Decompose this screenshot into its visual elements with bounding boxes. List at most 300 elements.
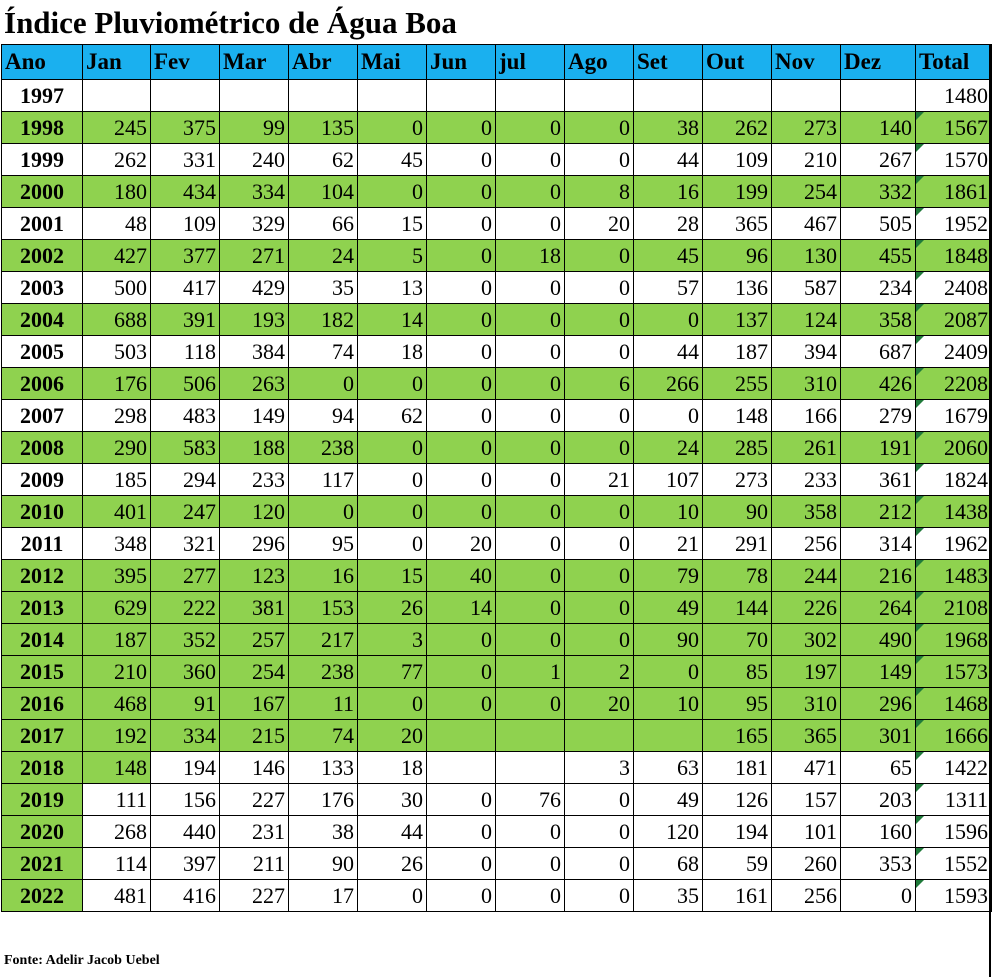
value-cell: 0 bbox=[496, 496, 565, 528]
year-cell: 2003 bbox=[2, 272, 83, 304]
value-cell: 26 bbox=[358, 848, 427, 880]
value-cell: 255 bbox=[703, 368, 772, 400]
value-cell: 20 bbox=[427, 528, 496, 560]
value-cell: 187 bbox=[703, 336, 772, 368]
value-cell bbox=[220, 80, 289, 112]
value-cell: 0 bbox=[496, 848, 565, 880]
value-cell: 13 bbox=[358, 272, 427, 304]
value-cell: 277 bbox=[151, 560, 220, 592]
column-header-mai: Mai bbox=[358, 45, 427, 80]
value-cell: 160 bbox=[841, 816, 916, 848]
value-cell: 0 bbox=[496, 144, 565, 176]
value-cell: 0 bbox=[565, 304, 634, 336]
value-cell: 0 bbox=[358, 176, 427, 208]
value-cell: 500 bbox=[83, 272, 151, 304]
value-cell: 57 bbox=[634, 272, 703, 304]
value-cell: 24 bbox=[289, 240, 358, 272]
value-cell: 468 bbox=[83, 688, 151, 720]
value-cell: 245 bbox=[83, 112, 151, 144]
value-cell bbox=[427, 80, 496, 112]
value-cell: 180 bbox=[83, 176, 151, 208]
value-cell: 285 bbox=[703, 432, 772, 464]
value-cell: 2408 bbox=[916, 272, 992, 304]
value-cell: 247 bbox=[151, 496, 220, 528]
value-cell: 334 bbox=[151, 720, 220, 752]
year-cell: 2011 bbox=[2, 528, 83, 560]
value-cell: 0 bbox=[427, 880, 496, 912]
value-cell: 1861 bbox=[916, 176, 992, 208]
value-cell: 0 bbox=[565, 592, 634, 624]
value-cell: 165 bbox=[703, 720, 772, 752]
value-cell: 434 bbox=[151, 176, 220, 208]
year-cell: 2010 bbox=[2, 496, 83, 528]
year-cell: 2013 bbox=[2, 592, 83, 624]
table-row bbox=[2, 400, 992, 432]
value-cell: 0 bbox=[427, 304, 496, 336]
value-cell: 14 bbox=[427, 592, 496, 624]
value-cell: 298 bbox=[83, 400, 151, 432]
value-cell: 65 bbox=[841, 752, 916, 784]
column-header-nov: Nov bbox=[772, 45, 841, 80]
value-cell: 268 bbox=[83, 816, 151, 848]
value-cell: 0 bbox=[565, 112, 634, 144]
value-cell: 16 bbox=[289, 560, 358, 592]
value-cell: 266 bbox=[634, 368, 703, 400]
value-cell: 74 bbox=[289, 336, 358, 368]
value-cell: 0 bbox=[565, 816, 634, 848]
value-cell bbox=[151, 80, 220, 112]
value-cell: 10 bbox=[634, 688, 703, 720]
value-cell: 59 bbox=[703, 848, 772, 880]
value-cell: 77 bbox=[358, 656, 427, 688]
table-header-row bbox=[2, 45, 992, 80]
value-cell: 0 bbox=[358, 880, 427, 912]
value-cell: 2108 bbox=[916, 592, 992, 624]
table-row bbox=[2, 208, 992, 240]
value-cell: 481 bbox=[83, 880, 151, 912]
value-cell: 0 bbox=[427, 144, 496, 176]
value-cell: 148 bbox=[703, 400, 772, 432]
value-cell: 74 bbox=[289, 720, 358, 752]
value-cell: 2 bbox=[565, 656, 634, 688]
year-cell: 2022 bbox=[2, 880, 83, 912]
table-row bbox=[2, 368, 992, 400]
value-cell: 0 bbox=[496, 816, 565, 848]
value-cell: 506 bbox=[151, 368, 220, 400]
value-cell: 149 bbox=[841, 656, 916, 688]
value-cell: 0 bbox=[565, 784, 634, 816]
table-row bbox=[2, 304, 992, 336]
value-cell: 95 bbox=[289, 528, 358, 560]
value-cell: 66 bbox=[289, 208, 358, 240]
value-cell: 20 bbox=[565, 208, 634, 240]
value-cell: 210 bbox=[772, 144, 841, 176]
value-cell: 0 bbox=[358, 496, 427, 528]
value-cell: 35 bbox=[634, 880, 703, 912]
value-cell: 16 bbox=[634, 176, 703, 208]
year-cell: 1998 bbox=[2, 112, 83, 144]
value-cell: 296 bbox=[841, 688, 916, 720]
value-cell: 302 bbox=[772, 624, 841, 656]
value-cell: 629 bbox=[83, 592, 151, 624]
value-cell: 455 bbox=[841, 240, 916, 272]
value-cell: 0 bbox=[565, 432, 634, 464]
value-cell: 1483 bbox=[916, 560, 992, 592]
value-cell bbox=[841, 80, 916, 112]
value-cell: 104 bbox=[289, 176, 358, 208]
value-cell: 263 bbox=[220, 368, 289, 400]
value-cell: 144 bbox=[703, 592, 772, 624]
value-cell: 1596 bbox=[916, 816, 992, 848]
year-cell: 2019 bbox=[2, 784, 83, 816]
value-cell: 79 bbox=[634, 560, 703, 592]
value-cell: 191 bbox=[841, 432, 916, 464]
value-cell: 85 bbox=[703, 656, 772, 688]
value-cell: 1468 bbox=[916, 688, 992, 720]
value-cell: 94 bbox=[289, 400, 358, 432]
value-cell: 0 bbox=[565, 144, 634, 176]
year-cell: 2017 bbox=[2, 720, 83, 752]
value-cell: 0 bbox=[496, 336, 565, 368]
value-cell: 0 bbox=[496, 688, 565, 720]
value-cell: 0 bbox=[496, 624, 565, 656]
value-cell: 505 bbox=[841, 208, 916, 240]
value-cell: 20 bbox=[358, 720, 427, 752]
year-cell: 2018 bbox=[2, 752, 83, 784]
value-cell: 44 bbox=[358, 816, 427, 848]
value-cell: 365 bbox=[772, 720, 841, 752]
page-title: Índice Pluviométrico de Água Boa bbox=[4, 5, 457, 40]
year-cell: 2006 bbox=[2, 368, 83, 400]
value-cell: 0 bbox=[427, 368, 496, 400]
value-cell: 503 bbox=[83, 336, 151, 368]
value-cell: 587 bbox=[772, 272, 841, 304]
year-cell: 2016 bbox=[2, 688, 83, 720]
table-row bbox=[2, 752, 992, 784]
value-cell: 1679 bbox=[916, 400, 992, 432]
value-cell: 156 bbox=[151, 784, 220, 816]
value-cell: 0 bbox=[427, 112, 496, 144]
value-cell: 6 bbox=[565, 368, 634, 400]
value-cell: 294 bbox=[151, 464, 220, 496]
value-cell: 90 bbox=[289, 848, 358, 880]
value-cell: 15 bbox=[358, 208, 427, 240]
value-cell: 3 bbox=[565, 752, 634, 784]
value-cell: 166 bbox=[772, 400, 841, 432]
value-cell: 161 bbox=[703, 880, 772, 912]
value-cell: 262 bbox=[703, 112, 772, 144]
year-cell: 2020 bbox=[2, 816, 83, 848]
value-cell: 244 bbox=[772, 560, 841, 592]
value-cell: 256 bbox=[772, 880, 841, 912]
value-cell: 0 bbox=[358, 528, 427, 560]
value-cell: 416 bbox=[151, 880, 220, 912]
value-cell: 227 bbox=[220, 880, 289, 912]
value-cell: 149 bbox=[220, 400, 289, 432]
source-footer: Fonte: Adelir Jacob Uebel bbox=[4, 953, 160, 968]
column-header-abr: Abr bbox=[289, 45, 358, 80]
value-cell: 429 bbox=[220, 272, 289, 304]
value-cell: 187 bbox=[83, 624, 151, 656]
value-cell: 44 bbox=[634, 144, 703, 176]
table-row bbox=[2, 144, 992, 176]
value-cell: 0 bbox=[565, 272, 634, 304]
value-cell: 137 bbox=[703, 304, 772, 336]
value-cell: 3 bbox=[358, 624, 427, 656]
value-cell: 226 bbox=[772, 592, 841, 624]
value-cell: 271 bbox=[220, 240, 289, 272]
value-cell: 257 bbox=[220, 624, 289, 656]
table-row bbox=[2, 112, 992, 144]
value-cell: 0 bbox=[634, 656, 703, 688]
value-cell: 0 bbox=[427, 624, 496, 656]
value-cell: 63 bbox=[634, 752, 703, 784]
value-cell: 101 bbox=[772, 816, 841, 848]
value-cell: 0 bbox=[496, 560, 565, 592]
value-cell: 0 bbox=[496, 528, 565, 560]
value-cell: 358 bbox=[772, 496, 841, 528]
value-cell: 0 bbox=[427, 784, 496, 816]
value-cell: 1438 bbox=[916, 496, 992, 528]
value-cell: 687 bbox=[841, 336, 916, 368]
value-cell: 17 bbox=[289, 880, 358, 912]
value-cell: 1573 bbox=[916, 656, 992, 688]
value-cell: 188 bbox=[220, 432, 289, 464]
value-cell: 0 bbox=[565, 880, 634, 912]
year-cell: 2012 bbox=[2, 560, 83, 592]
value-cell: 0 bbox=[496, 176, 565, 208]
value-cell: 1480 bbox=[916, 80, 992, 112]
value-cell: 120 bbox=[634, 816, 703, 848]
value-cell: 62 bbox=[289, 144, 358, 176]
value-cell: 273 bbox=[772, 112, 841, 144]
value-cell: 45 bbox=[634, 240, 703, 272]
value-cell: 0 bbox=[634, 304, 703, 336]
value-cell: 215 bbox=[220, 720, 289, 752]
table-row bbox=[2, 176, 992, 208]
value-cell: 35 bbox=[289, 272, 358, 304]
value-cell: 120 bbox=[220, 496, 289, 528]
value-cell: 0 bbox=[358, 432, 427, 464]
value-cell: 91 bbox=[151, 688, 220, 720]
value-cell: 216 bbox=[841, 560, 916, 592]
value-cell: 181 bbox=[703, 752, 772, 784]
column-header-mar: Mar bbox=[220, 45, 289, 80]
value-cell: 21 bbox=[634, 528, 703, 560]
value-cell: 238 bbox=[289, 656, 358, 688]
value-cell: 310 bbox=[772, 368, 841, 400]
year-cell: 2008 bbox=[2, 432, 83, 464]
value-cell: 0 bbox=[634, 400, 703, 432]
value-cell: 193 bbox=[220, 304, 289, 336]
value-cell: 2087 bbox=[916, 304, 992, 336]
value-cell: 211 bbox=[220, 848, 289, 880]
value-cell: 365 bbox=[703, 208, 772, 240]
value-cell: 15 bbox=[358, 560, 427, 592]
year-cell: 2004 bbox=[2, 304, 83, 336]
value-cell: 0 bbox=[496, 880, 565, 912]
value-cell: 10 bbox=[634, 496, 703, 528]
table-row bbox=[2, 880, 992, 912]
year-cell: 1997 bbox=[2, 80, 83, 112]
value-cell: 0 bbox=[427, 464, 496, 496]
value-cell bbox=[565, 720, 634, 752]
value-cell: 267 bbox=[841, 144, 916, 176]
table-row bbox=[2, 528, 992, 560]
value-cell: 135 bbox=[289, 112, 358, 144]
value-cell bbox=[496, 720, 565, 752]
value-cell: 24 bbox=[634, 432, 703, 464]
value-cell: 417 bbox=[151, 272, 220, 304]
value-cell: 18 bbox=[358, 336, 427, 368]
value-cell: 1962 bbox=[916, 528, 992, 560]
value-cell: 49 bbox=[634, 784, 703, 816]
value-cell: 0 bbox=[427, 176, 496, 208]
value-cell: 0 bbox=[358, 112, 427, 144]
value-cell: 401 bbox=[83, 496, 151, 528]
value-cell: 0 bbox=[427, 496, 496, 528]
value-cell bbox=[634, 80, 703, 112]
value-cell: 231 bbox=[220, 816, 289, 848]
value-cell: 0 bbox=[565, 624, 634, 656]
column-header-total: Total bbox=[916, 45, 992, 80]
value-cell: 2409 bbox=[916, 336, 992, 368]
value-cell: 95 bbox=[703, 688, 772, 720]
value-cell: 2208 bbox=[916, 368, 992, 400]
column-header-ago: Ago bbox=[565, 45, 634, 80]
value-cell: 146 bbox=[220, 752, 289, 784]
value-cell: 264 bbox=[841, 592, 916, 624]
value-cell: 583 bbox=[151, 432, 220, 464]
value-cell: 157 bbox=[772, 784, 841, 816]
value-cell: 182 bbox=[289, 304, 358, 336]
value-cell: 233 bbox=[772, 464, 841, 496]
value-cell: 254 bbox=[220, 656, 289, 688]
column-header-jan: Jan bbox=[83, 45, 151, 80]
value-cell: 0 bbox=[565, 400, 634, 432]
value-cell: 222 bbox=[151, 592, 220, 624]
value-cell: 99 bbox=[220, 112, 289, 144]
value-cell: 0 bbox=[427, 656, 496, 688]
value-cell: 1848 bbox=[916, 240, 992, 272]
value-cell: 8 bbox=[565, 176, 634, 208]
column-header-set: Set bbox=[634, 45, 703, 80]
year-cell: 2005 bbox=[2, 336, 83, 368]
value-cell: 290 bbox=[83, 432, 151, 464]
value-cell: 117 bbox=[289, 464, 358, 496]
value-cell: 109 bbox=[151, 208, 220, 240]
value-cell bbox=[496, 80, 565, 112]
value-cell: 361 bbox=[841, 464, 916, 496]
value-cell: 109 bbox=[703, 144, 772, 176]
value-cell: 126 bbox=[703, 784, 772, 816]
value-cell: 301 bbox=[841, 720, 916, 752]
value-cell: 176 bbox=[289, 784, 358, 816]
value-cell: 176 bbox=[83, 368, 151, 400]
value-cell: 49 bbox=[634, 592, 703, 624]
value-cell: 217 bbox=[289, 624, 358, 656]
value-cell: 0 bbox=[496, 432, 565, 464]
value-cell: 1824 bbox=[916, 464, 992, 496]
value-cell bbox=[496, 752, 565, 784]
value-cell: 0 bbox=[496, 208, 565, 240]
value-cell: 133 bbox=[289, 752, 358, 784]
table-row bbox=[2, 848, 992, 880]
table-row bbox=[2, 336, 992, 368]
value-cell: 329 bbox=[220, 208, 289, 240]
table-row bbox=[2, 688, 992, 720]
value-cell: 70 bbox=[703, 624, 772, 656]
value-cell: 331 bbox=[151, 144, 220, 176]
value-cell: 18 bbox=[496, 240, 565, 272]
column-header-dez: Dez bbox=[841, 45, 916, 80]
table-row bbox=[2, 656, 992, 688]
value-cell: 185 bbox=[83, 464, 151, 496]
value-cell bbox=[565, 80, 634, 112]
value-cell: 310 bbox=[772, 688, 841, 720]
value-cell: 1 bbox=[496, 656, 565, 688]
value-cell: 332 bbox=[841, 176, 916, 208]
value-cell: 1666 bbox=[916, 720, 992, 752]
table-row bbox=[2, 560, 992, 592]
value-cell: 334 bbox=[220, 176, 289, 208]
value-cell: 240 bbox=[220, 144, 289, 176]
value-cell: 0 bbox=[496, 272, 565, 304]
value-cell: 78 bbox=[703, 560, 772, 592]
table-row bbox=[2, 464, 992, 496]
value-cell: 1552 bbox=[916, 848, 992, 880]
value-cell bbox=[634, 720, 703, 752]
value-cell: 28 bbox=[634, 208, 703, 240]
column-header-ano: Ano bbox=[2, 45, 83, 80]
value-cell: 375 bbox=[151, 112, 220, 144]
value-cell: 0 bbox=[565, 496, 634, 528]
year-cell: 2021 bbox=[2, 848, 83, 880]
value-cell: 0 bbox=[427, 400, 496, 432]
value-cell: 76 bbox=[496, 784, 565, 816]
value-cell: 0 bbox=[496, 592, 565, 624]
table-row bbox=[2, 784, 992, 816]
value-cell: 118 bbox=[151, 336, 220, 368]
value-cell: 262 bbox=[83, 144, 151, 176]
table-row bbox=[2, 720, 992, 752]
value-cell: 0 bbox=[427, 208, 496, 240]
column-header-jul: jul bbox=[496, 45, 565, 80]
value-cell: 0 bbox=[427, 688, 496, 720]
value-cell: 291 bbox=[703, 528, 772, 560]
value-cell: 353 bbox=[841, 848, 916, 880]
column-header-fev: Fev bbox=[151, 45, 220, 80]
value-cell: 203 bbox=[841, 784, 916, 816]
year-cell: 2001 bbox=[2, 208, 83, 240]
value-cell: 377 bbox=[151, 240, 220, 272]
value-cell: 467 bbox=[772, 208, 841, 240]
value-cell: 1311 bbox=[916, 784, 992, 816]
value-cell: 358 bbox=[841, 304, 916, 336]
value-cell: 440 bbox=[151, 816, 220, 848]
value-cell: 107 bbox=[634, 464, 703, 496]
year-cell: 2009 bbox=[2, 464, 83, 496]
value-cell: 2060 bbox=[916, 432, 992, 464]
year-cell: 2014 bbox=[2, 624, 83, 656]
value-cell: 0 bbox=[496, 368, 565, 400]
value-cell: 0 bbox=[427, 848, 496, 880]
value-cell: 0 bbox=[427, 816, 496, 848]
table-row bbox=[2, 432, 992, 464]
value-cell: 0 bbox=[565, 528, 634, 560]
value-cell: 381 bbox=[220, 592, 289, 624]
value-cell: 0 bbox=[358, 464, 427, 496]
